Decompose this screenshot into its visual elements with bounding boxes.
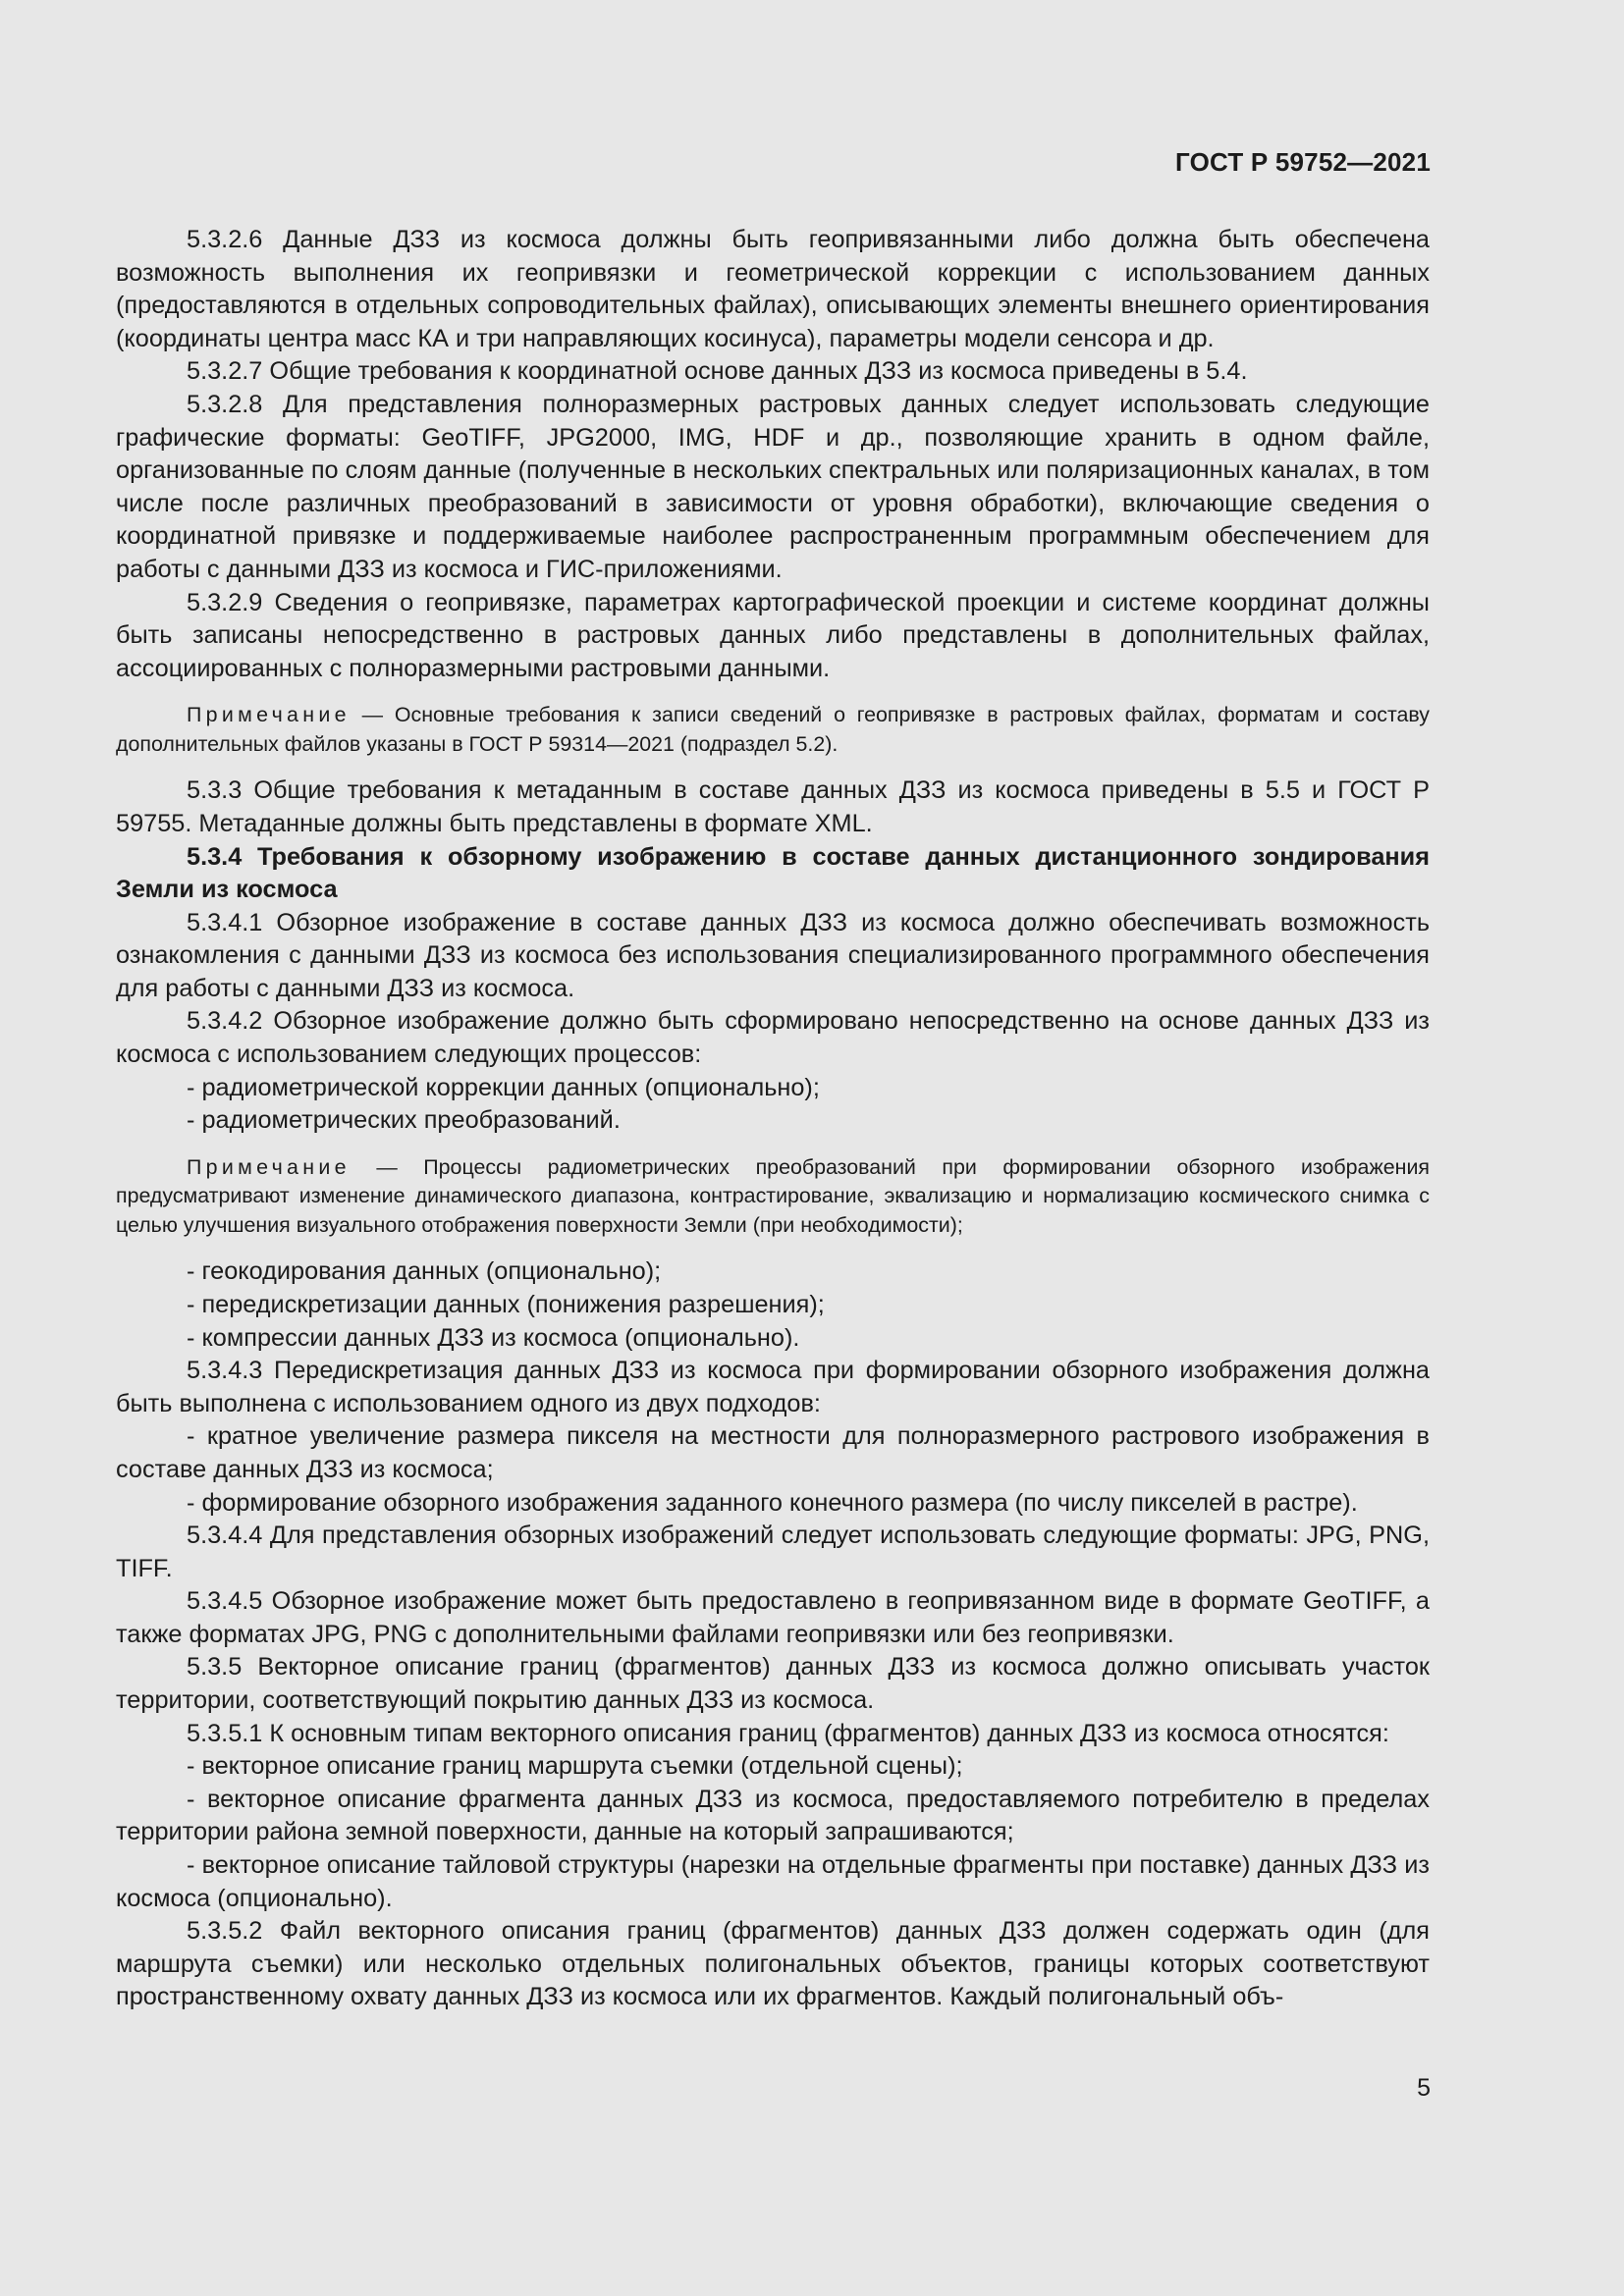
list-item: - радиометрических преобразований.	[187, 1106, 621, 1135]
document-code-header: ГОСТ Р 59752—2021	[1175, 147, 1431, 177]
page-number: 5	[1417, 2074, 1431, 2102]
note-geo-referencing	[116, 701, 1430, 759]
paragraph-5-3-4-4: 5.3.4.4 Для представления обзорных изображений следует использовать следующие форматы: JPG, PNG, TIFF.	[116, 1522, 1430, 1582]
paragraph-5-3-5: 5.3.5 Векторное описание границ (фрагментов) данных ДЗЗ из космоса должно описывать участок территории, соответствующий покрытию данных ДЗЗ из космоса.	[116, 1653, 1430, 1715]
list-item: - передискретизации данных (понижения разрешения);	[187, 1290, 825, 1318]
list-item: - геокодирования данных (опционально);	[187, 1257, 662, 1286]
paragraph-5-3-4-3: 5.3.4.3 Передискретизация данных ДЗЗ из космоса при формировании обзорного изображения должна быть выполнена с использованием одного из двух подходов:	[116, 1357, 1430, 1417]
paragraph-5-3-5-2: 5.3.5.2 Файл векторного описания границ (фрагментов) данных ДЗЗ должен содержать один (для маршрута съемки) или несколько отдельных полигональных объектов, границы которых соответствуют пространственному охвату данных ДЗЗ из космоса или их фрагментов. Каждый полигональный объ-	[116, 1917, 1430, 2011]
document-body	[116, 224, 1430, 2014]
paragraph-5-3-4-5: 5.3.4.5 Обзорное изображение может быть предоставлено в геопривязанном виде в формате GeoTIFF, а также форматах JPG, PNG с дополнительными файлами геопривязки или без геопривязки.	[116, 1587, 1430, 1648]
list-item: - формирование обзорного изображения заданного конечного размера (по числу пикселей в растре).	[187, 1488, 1358, 1517]
list-item: - радиометрической коррекции данных (опционально);	[187, 1073, 820, 1101]
note-label: Примечание	[187, 703, 351, 727]
note-label: Примечание	[187, 1154, 351, 1179]
note-text: — Процессы радиометрических преобразований при формировании обзорного изображения предусматривают изменение динамического диапазона, контрастирование, эквализацию и нормализацию космического снимка с целью улучшения визуального отображения поверхности Земли (при необходимости);	[116, 1154, 1430, 1237]
paragraph-5-3-3: 5.3.3 Общие требования к метаданным в составе данных ДЗЗ из космоса приведены в 5.5 и ГОСТ Р 59755. Метаданные должны быть представлены в формате XML.	[116, 776, 1430, 837]
list-item: - компрессии данных ДЗЗ из космоса (опционально).	[187, 1323, 800, 1352]
list-item: - векторное описание тайловой структуры (нарезки на отдельные фрагменты при поставке) данных ДЗЗ из космоса (опционально).	[116, 1851, 1430, 1912]
paragraph-5-3-4-1: 5.3.4.1 Обзорное изображение в составе данных ДЗЗ из космоса должно обеспечивать возможность ознакомления с данными ДЗЗ из космоса без использования специализированного программного обеспечения для работы с данными ДЗЗ из космоса.	[116, 908, 1430, 1002]
note-text: — Основные требования к записи сведений о геопривязке в растровых файлах, форматам и составу дополнительных файлов указаны в ГОСТ Р 59314—2021 (подраздел 5.2).	[116, 703, 1430, 756]
paragraph-5-3-2-6: 5.3.2.6 Данные ДЗЗ из космоса должны быть геопривязанными либо должна быть обеспечена возможность выполнения их геопривязки и геометрической коррекции с использованием данных (предоставляются в отдельных сопроводительных файлах), описывающих элементы внешнего ориентирования (координаты центра масс КА и три направляющих косинуса), параметры модели сенсора и др.	[116, 226, 1430, 352]
note-radiometric	[116, 1153, 1430, 1241]
paragraph-5-3-4-2: 5.3.4.2 Обзорное изображение должно быть сформировано непосредственно на основе данных ДЗЗ из космоса с использованием следующих процессов:	[116, 1007, 1430, 1069]
paragraph-5-3-2-7: 5.3.2.7 Общие требования к координатной основе данных ДЗЗ из космоса приведены в 5.4.	[187, 357, 1248, 386]
list-item: - векторное описание границ маршрута съемки (отдельной сцены);	[187, 1752, 963, 1781]
paragraph-5-3-2-8: 5.3.2.8 Для представления полноразмерных растровых данных следует использовать следующие графические форматы: GeoTIFF, JPG2000, IMG, HDF и др., позволяющие хранить в одном файле, организованные по слоям данные (полученные в нескольких спектральных или поляризационных каналах, в том числе после различных преобразований в зависимости от уровня обработки), включающие сведения о координатной привязке и поддерживаемые наиболее распространенным программным обеспечением для работы с данными ДЗЗ из космоса и ГИС-приложениями.	[116, 390, 1430, 583]
list-item: - кратное увеличение размера пикселя на местности для полноразмерного растрового изображения в составе данных ДЗЗ из космоса;	[116, 1422, 1430, 1483]
paragraph-5-3-5-1: 5.3.5.1 К основным типам векторного описания границ (фрагментов) данных ДЗЗ из космоса относятся:	[187, 1719, 1389, 1747]
list-item: - векторное описание фрагмента данных ДЗЗ из космоса, предоставляемого потребителю в пределах территории района земной поверхности, данные на который запрашиваются;	[116, 1785, 1430, 1846]
paragraph-5-3-2-9: 5.3.2.9 Сведения о геопривязке, параметрах картографической проекции и системе координат должны быть записаны непосредственно в растровых данных либо представлены в дополнительных файлах, ассоциированных с полноразмерными растровыми данными.	[116, 588, 1430, 682]
section-heading-5-3-4: 5.3.4 Требования к обзорному изображению в составе данных дистанционного зондирования Земли из космоса	[116, 842, 1430, 904]
